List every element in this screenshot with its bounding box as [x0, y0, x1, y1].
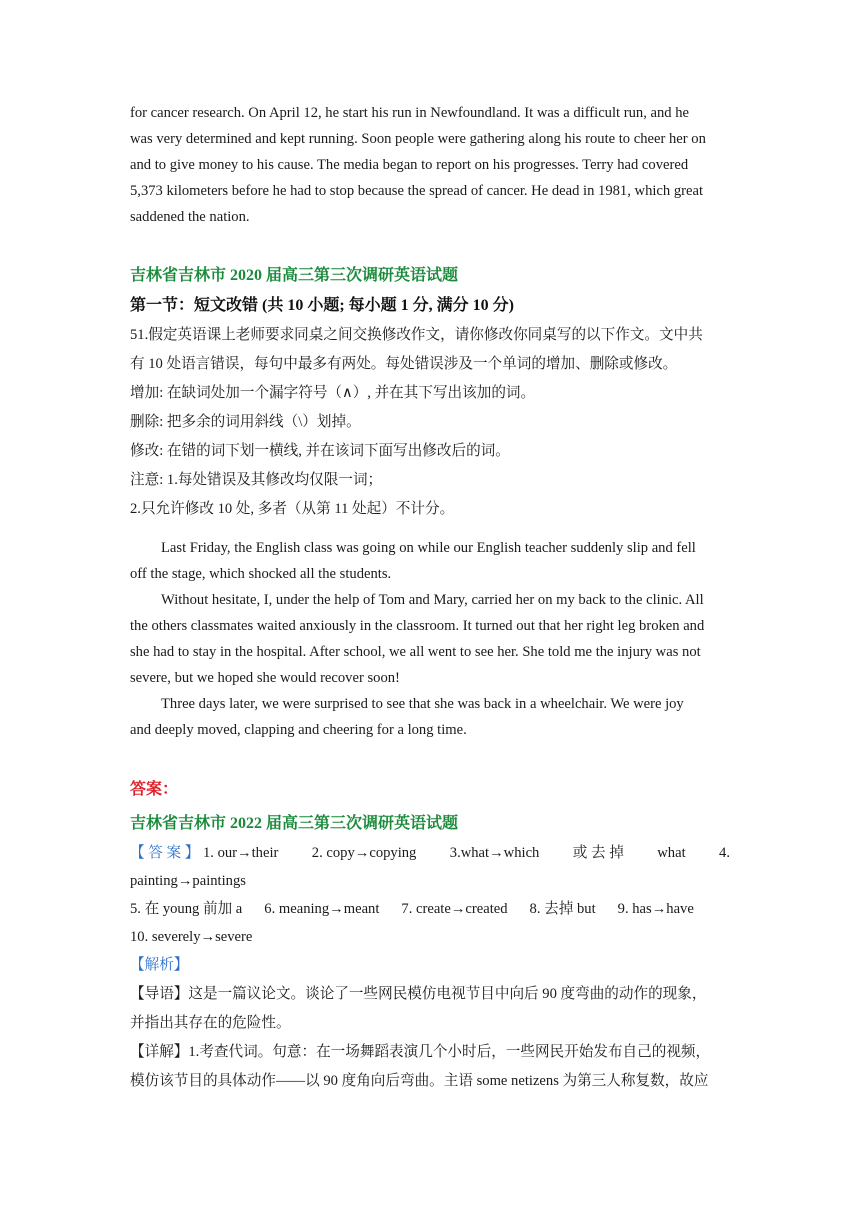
- passage-line: and to give money to his cause. The media began to report on his progresses. Terry had covered: [130, 157, 689, 173]
- answers-section: [130, 775, 730, 1096]
- essay-line: the others classmates waited anxiously in the classroom. It turned out that her right leg broken and: [130, 618, 705, 634]
- answer-item: 3.what→which: [449, 845, 540, 861]
- essay-line: Last Friday, the English class was going on while our English teacher suddenly slip and fell: [161, 540, 696, 556]
- answer-row-1: [130, 839, 730, 867]
- instruction-line: 修改: 在错的词下划一横线, 并在该词下面写出修改后的词。: [130, 443, 510, 459]
- passage-continuation: [130, 100, 730, 230]
- answers-heading: 答案：: [130, 781, 179, 798]
- section-subhead: 第一节：短文改错 (共 10 小题; 每小题 1 分, 满分 10 分): [130, 297, 514, 314]
- answer-item: 或 去 掉: [572, 845, 624, 861]
- detail-line: 【详解】1.考查代词。句意：在一场舞蹈表演几个小时后，一些网民开始发布自己的视频，: [130, 1044, 711, 1060]
- instruction-line: 51.假定英语课上老师要求同桌之间交换修改作文，请你修改你同桌写的以下作文。文中共: [130, 327, 703, 343]
- passage-line: saddened the nation.: [130, 209, 250, 225]
- answer-item: 9. has→have: [617, 901, 694, 917]
- guide-line: 并指出其存在的危险性。: [130, 1015, 291, 1031]
- instruction-line: 增加: 在缺词处加一个漏字符号（∧）, 并在其下写出该加的词。: [130, 385, 536, 401]
- detail-line: 模仿该节目的具体动作——以 90 度角向后弯曲。主语 some netizens 为第三人称复数，故应: [130, 1073, 709, 1089]
- answer-tag: 【 答 案 】: [130, 845, 200, 861]
- analysis-tag: 【解析】: [130, 957, 189, 973]
- essay-line: Three days later, we were surprised to see that she was back in a wheelchair. We were joy: [161, 696, 684, 712]
- essay-line: she had to stay in the hospital. After school, we all went to see her. She told me the injury was not: [130, 644, 701, 660]
- essay-line: and deeply moved, clapping and cheering for a long time.: [130, 722, 467, 738]
- answer-item: 5. 在 young 前加 a: [130, 901, 243, 917]
- essay-line: Without hesitate, I, under the help of Tom and Mary, carried her on my back to the clinic. All: [161, 592, 704, 608]
- essay: [130, 535, 730, 743]
- section-2020: [130, 261, 730, 524]
- guide-line: 【导语】这是一篇议论文。谈论了一些网民模仿电视节目中向后 90 度弯曲的动作的现象，: [130, 986, 707, 1002]
- instruction-line: 注意: 1.每处错误及其修改均仅限一词；: [130, 472, 383, 488]
- answer-item: what: [657, 845, 686, 861]
- answer-item: 1. our→their: [202, 845, 279, 861]
- instruction-line: 2.只允许修改 10 处, 多者（从第 11 处起）不计分。: [130, 501, 455, 517]
- answer-item: 6. meaning→meant: [264, 901, 380, 917]
- essay-line: severe, but we hoped she would recover soon!: [130, 670, 400, 686]
- section-title: 吉林省吉林市 2020 届高三第三次调研英语试题: [130, 267, 459, 284]
- essay-line: off the stage, which shocked all the students.: [130, 566, 392, 582]
- answer-item: painting→paintings: [130, 873, 246, 889]
- answer-item: 10. severely→severe: [130, 929, 253, 945]
- answer-item: 4.: [719, 845, 730, 861]
- answer-item: 2. copy→copying: [311, 845, 417, 861]
- answer-item: 7. create→created: [401, 901, 508, 917]
- passage-line: for cancer research. On April 12, he start his run in Newfoundland. It was a difficult run, and he: [130, 105, 689, 121]
- answer-item: 8. 去掉 but: [529, 901, 596, 917]
- answer-row-2: [130, 895, 730, 923]
- passage-line: was very determined and kept running. Soon people were gathering along his route to cheer her on: [130, 131, 706, 147]
- answers-title: 吉林省吉林市 2022 届高三第三次调研英语试题: [130, 815, 459, 832]
- passage-line: 5,373 kilometers before he had to stop because the spread of cancer. He dead in 1981, which great: [130, 183, 704, 199]
- instruction-line: 删除: 把多余的词用斜线（\）划掉。: [130, 414, 361, 430]
- instruction-line: 有 10 处语言错误，每句中最多有两处。每处错误涉及一个单词的增加、删除或修改。: [130, 356, 678, 372]
